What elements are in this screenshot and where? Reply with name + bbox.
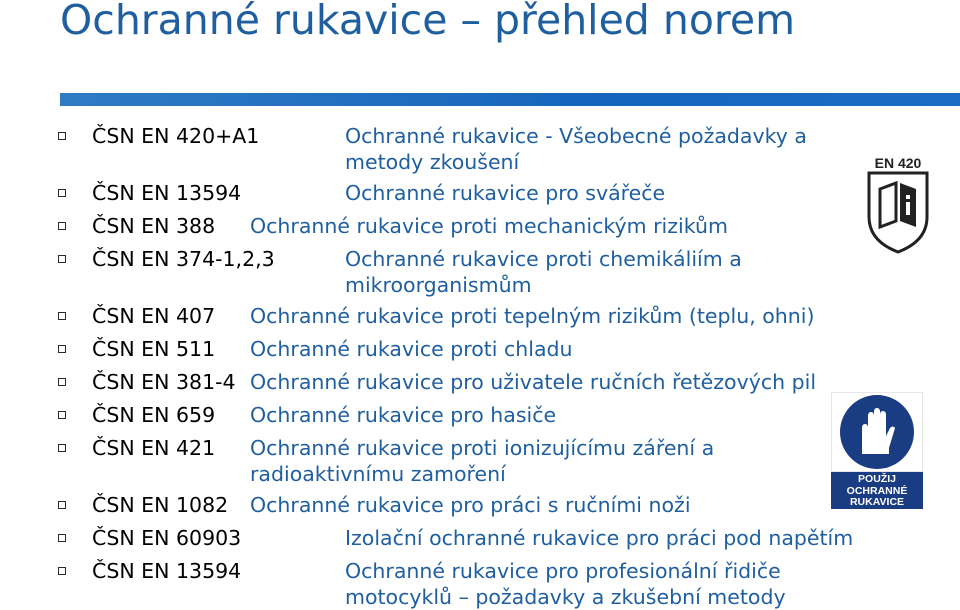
norm-description: Ochranné rukavice proti tepelným rizikům (teplu, ohni) — [250, 304, 815, 328]
norm-row — [0, 558, 960, 610]
norm-row — [0, 525, 960, 551]
mandatory-gloves-sign — [831, 392, 923, 509]
norm-code: ČSN EN 420+A1 — [92, 124, 260, 148]
sign-label: POUŽIJ OCHRANNÉ RUKAVICE — [831, 472, 923, 509]
square-bullet-icon — [58, 345, 66, 353]
square-bullet-icon — [58, 312, 66, 320]
norm-description: Ochranné rukavice proti chladu — [250, 337, 573, 361]
en420-label: EN 420 — [874, 155, 922, 171]
norm-description: Ochranné rukavice pro hasiče — [250, 403, 557, 427]
norm-code: ČSN EN 511 — [92, 337, 216, 361]
norm-description: Ochranné rukavice - Všeobecné požadavky a — [345, 124, 807, 148]
square-bullet-icon — [58, 378, 66, 386]
norm-description: mikroorganismům — [345, 273, 532, 297]
norm-row — [0, 435, 960, 487]
norm-description: radioaktivnímu zamoření — [250, 462, 506, 486]
norm-row — [0, 336, 960, 362]
norm-code: ČSN EN 388 — [92, 214, 216, 238]
norm-description: Ochranné rukavice proti mechanickým rizikům — [250, 214, 728, 238]
norm-row — [0, 492, 960, 518]
norm-description: Izolační ochranné rukavice pro práci pod napětím — [345, 526, 854, 550]
norm-row — [0, 402, 960, 428]
en420-shield-icon — [866, 155, 930, 255]
page-title: Ochranné rukavice – přehled norem — [60, 0, 796, 44]
glove-icon — [831, 392, 923, 472]
square-bullet-icon — [58, 501, 66, 509]
norm-description: Ochranné rukavice pro práci s ručními noži — [250, 493, 691, 517]
title-divider-bar — [60, 93, 960, 106]
norm-code: ČSN EN 60903 — [92, 526, 242, 550]
norm-row — [0, 123, 960, 175]
book-info-icon — [880, 183, 916, 227]
square-bullet-icon — [58, 567, 66, 575]
norm-code: ČSN EN 374-1,2,3 — [92, 247, 275, 271]
square-bullet-icon — [58, 255, 66, 263]
norm-description: Ochranné rukavice pro uživatele ručních řetězových pil — [250, 370, 817, 394]
norm-code: ČSN EN 381-4 — [92, 370, 236, 394]
norm-description: Ochranné rukavice proti chemikáliím a — [345, 247, 742, 271]
norm-description: motocyklů – požadavky a zkušební metody — [345, 585, 786, 609]
norm-description: Ochranné rukavice proti ionizujícímu záření a — [250, 436, 715, 460]
norm-row — [0, 246, 960, 298]
norm-row — [0, 180, 960, 206]
square-bullet-icon — [58, 189, 66, 197]
norm-code: ČSN EN 13594 — [92, 559, 242, 583]
norm-description: metody zkoušení — [345, 150, 520, 174]
norm-description: Ochranné rukavice pro svářeče — [345, 181, 666, 205]
norm-code: ČSN EN 407 — [92, 304, 216, 328]
norm-code: ČSN EN 421 — [92, 436, 216, 460]
square-bullet-icon — [58, 534, 66, 542]
square-bullet-icon — [58, 132, 66, 140]
norm-row — [0, 369, 960, 395]
norm-code: ČSN EN 13594 — [92, 181, 242, 205]
norm-code: ČSN EN 1082 — [92, 493, 229, 517]
square-bullet-icon — [58, 411, 66, 419]
norm-row — [0, 303, 960, 329]
square-bullet-icon — [58, 222, 66, 230]
square-bullet-icon — [58, 444, 66, 452]
norm-description: Ochranné rukavice pro profesionální řidiče — [345, 559, 781, 583]
norm-code: ČSN EN 659 — [92, 403, 216, 427]
norm-row — [0, 213, 960, 239]
